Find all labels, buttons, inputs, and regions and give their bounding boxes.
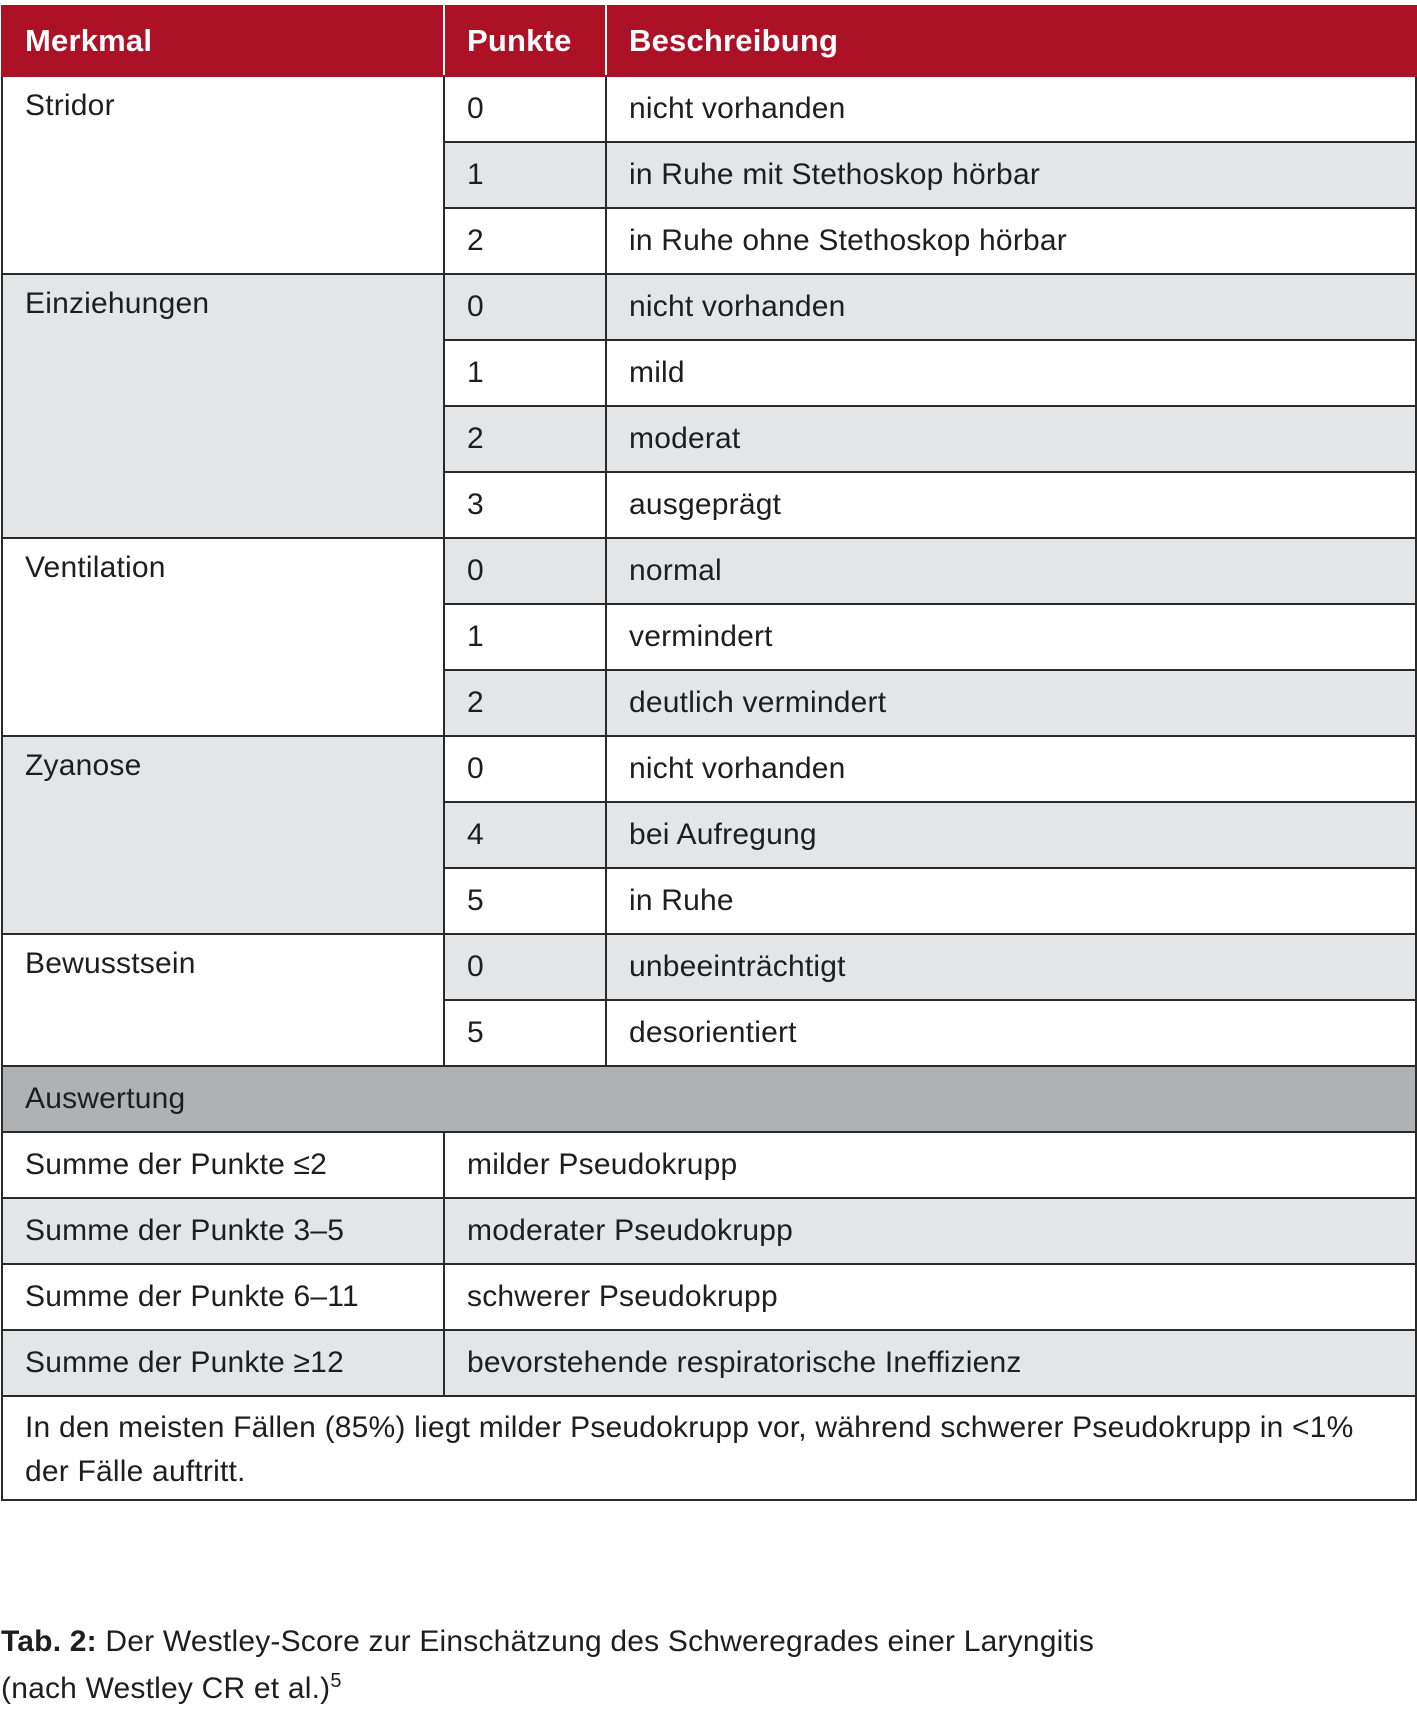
punkte-cell: 5 [444, 1000, 606, 1066]
beschreibung-cell: unbeeinträchtigt [606, 934, 1416, 1000]
beschreibung-cell: nicht vorhanden [606, 76, 1416, 142]
evaluation-row [2, 1330, 1416, 1396]
evaluation-body [2, 1066, 1416, 1396]
table-row [2, 538, 1416, 604]
caption-label: Tab. 2: [1, 1625, 97, 1658]
header-punkte: Punkte [444, 6, 606, 76]
header-merkmal: Merkmal [2, 6, 444, 76]
ergebnis-cell: schwerer Pseudokrupp [444, 1264, 1416, 1330]
punkte-cell: 5 [444, 868, 606, 934]
auswertung-row [2, 1066, 1416, 1132]
score-body [2, 76, 1416, 1066]
punkte-cell: 0 [444, 538, 606, 604]
punkte-cell: 2 [444, 406, 606, 472]
note-body [2, 1396, 1416, 1500]
beschreibung-cell: mild [606, 340, 1416, 406]
beschreibung-cell: vermindert [606, 604, 1416, 670]
beschreibung-cell: desorientiert [606, 1000, 1416, 1066]
header-beschreibung: Beschreibung [606, 6, 1416, 76]
merkmal-cell: Stridor [2, 76, 444, 274]
evaluation-row [2, 1198, 1416, 1264]
beschreibung-cell: in Ruhe ohne Stethoskop hörbar [606, 208, 1416, 274]
table-caption [1, 1618, 1094, 1712]
auswertung-title: Auswertung [2, 1066, 1416, 1132]
summe-cell: Summe der Punkte 3–5 [2, 1198, 444, 1264]
beschreibung-cell: moderat [606, 406, 1416, 472]
merkmal-cell: Bewusstsein [2, 934, 444, 1066]
header-row [2, 6, 1416, 76]
beschreibung-cell: normal [606, 538, 1416, 604]
punkte-cell: 2 [444, 670, 606, 736]
punkte-cell: 1 [444, 142, 606, 208]
punkte-cell: 0 [444, 736, 606, 802]
beschreibung-cell: deutlich vermindert [606, 670, 1416, 736]
ergebnis-cell: milder Pseudokrupp [444, 1132, 1416, 1198]
punkte-cell: 0 [444, 76, 606, 142]
beschreibung-cell: in Ruhe [606, 868, 1416, 934]
punkte-cell: 0 [444, 934, 606, 1000]
ergebnis-cell: bevorstehende respiratorische Ineffizienz [444, 1330, 1416, 1396]
beschreibung-cell: nicht vorhanden [606, 274, 1416, 340]
westley-score-table-container [1, 5, 1417, 1501]
caption-line2: (nach Westley CR et al.) [1, 1672, 331, 1705]
punkte-cell: 4 [444, 802, 606, 868]
summe-cell: Summe der Punkte 6–11 [2, 1264, 444, 1330]
evaluation-row [2, 1264, 1416, 1330]
punkte-cell: 0 [444, 274, 606, 340]
note-row [2, 1396, 1416, 1500]
table-note: In den meisten Fällen (85%) liegt milder Pseudokrupp vor, während schwerer Pseudokrupp in <1% der Fälle auftritt. [2, 1396, 1416, 1500]
punkte-cell: 2 [444, 208, 606, 274]
caption-reference: 5 [330, 1670, 342, 1692]
table-row [2, 76, 1416, 142]
summe-cell: Summe der Punkte ≤2 [2, 1132, 444, 1198]
beschreibung-cell: ausgeprägt [606, 472, 1416, 538]
ergebnis-cell: moderater Pseudokrupp [444, 1198, 1416, 1264]
merkmal-cell: Einziehungen [2, 274, 444, 538]
beschreibung-cell: nicht vorhanden [606, 736, 1416, 802]
table-header [2, 6, 1416, 76]
beschreibung-cell: in Ruhe mit Stethoskop hörbar [606, 142, 1416, 208]
table-row [2, 934, 1416, 1000]
beschreibung-cell: bei Aufregung [606, 802, 1416, 868]
caption-line1: Der Westley-Score zur Einschätzung des Schweregrades einer Laryngitis [96, 1625, 1095, 1658]
table-row [2, 736, 1416, 802]
merkmal-cell: Ventilation [2, 538, 444, 736]
punkte-cell: 3 [444, 472, 606, 538]
westley-score-table [1, 5, 1417, 1501]
merkmal-cell: Zyanose [2, 736, 444, 934]
summe-cell: Summe der Punkte ≥12 [2, 1330, 444, 1396]
table-row [2, 274, 1416, 340]
evaluation-row [2, 1132, 1416, 1198]
punkte-cell: 1 [444, 340, 606, 406]
punkte-cell: 1 [444, 604, 606, 670]
